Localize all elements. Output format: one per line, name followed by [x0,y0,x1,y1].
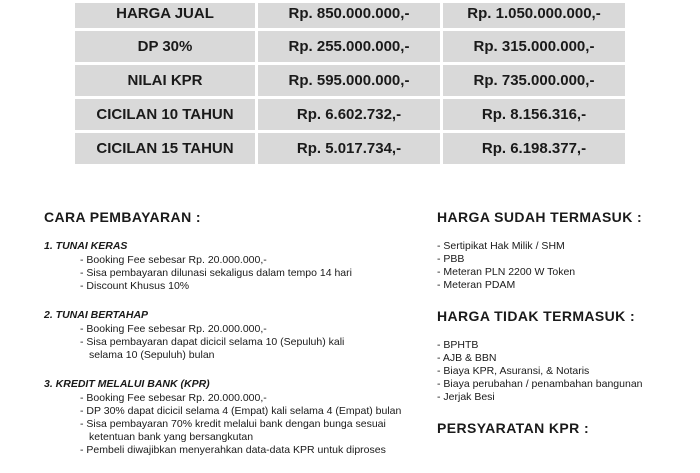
payment-item [80,444,424,457]
excluded-item: - Biaya perubahan / penambahan bangunan [437,378,643,390]
price-type-b: Rp. 6.198.377,- [443,133,625,164]
requirements-group [437,422,687,435]
price-row [75,65,625,96]
price-row [75,133,625,164]
price-row [75,3,625,28]
payment-item-line: - Discount Khusus 10% [80,280,190,292]
payment-item [80,280,424,293]
payment-item-continuation: ketentuan bank yang bersangkutan [89,431,254,443]
excluded-item: - Biaya KPR, Asuransi, & Notaris [437,365,590,377]
payment-item [80,418,424,444]
payment-item [80,323,424,336]
payment-item-line: - Sisa pembayaran dilunasi sekaligus dalam tempo 14 hari [80,267,352,279]
price-type-b: Rp. 1.050.000.000,- [443,3,625,28]
price-type-a: Rp. 6.602.732,- [258,99,440,130]
price-type-a: Rp. 595.000.000,- [258,65,440,96]
price-type-a: Rp. 5.017.734,- [258,133,440,164]
price-label: HARGA JUAL [75,3,255,28]
price-type-b: Rp. 735.000.000,- [443,65,625,96]
excluded-item: - AJB & BBN [437,352,497,364]
payment-item-line: - Booking Fee sebesar Rp. 20.000.000,- [80,323,267,335]
price-row [75,31,625,62]
price-label: CICILAN 10 TAHUN [75,99,255,130]
payment-section-title: 1. TUNAI KERAS [44,240,128,252]
included-heading: HARGA SUDAH TERMASUK : [437,209,643,225]
included-item: - Meteran PDAM [437,279,516,291]
price-label: DP 30% [75,31,255,62]
payment-section [44,240,424,293]
payment-item [80,267,424,280]
payment-item-line: - Sisa pembayaran 70% kredit melalui bank dengan bunga sesuai [80,418,386,430]
excluded-heading: HARGA TIDAK TERMASUK : [437,308,636,324]
included-item: - PBB [437,253,465,265]
payment-section-title: 2. TUNAI BERTAHAP [44,309,149,321]
payment-item-continuation: selama 10 (Sepuluh) bulan [89,349,215,361]
price-type-a: Rp. 850.000.000,- [258,3,440,28]
price-row [75,99,625,130]
payment-heading: CARA PEMBAYARAN : [44,209,201,225]
excluded-item: - BPHTB [437,339,479,351]
payment-methods [44,211,424,473]
included-item: - Sertipikat Hak Milik / SHM [437,240,565,252]
price-type-b: Rp. 315.000.000,- [443,31,625,62]
included-item: - Meteran PLN 2200 W Token [437,266,576,278]
payment-item [80,392,424,405]
payment-item-line: - Booking Fee sebesar Rp. 20.000.000,- [80,254,267,266]
price-notes [437,211,687,453]
included-group [437,211,687,292]
price-table [72,0,628,167]
payment-item-line: - Pembeli diwajibkan menyerahkan data-data KPR untuk diproses [80,444,386,456]
payment-item-line: - Booking Fee sebesar Rp. 20.000.000,- [80,392,267,404]
price-label: NILAI KPR [75,65,255,96]
payment-item [80,405,424,418]
price-type-a: Rp. 255.000.000,- [258,31,440,62]
payment-item-line: - DP 30% dapat dicicil selama 4 (Empat) kali selama 4 (Empat) bulan [80,405,402,417]
payment-item [80,254,424,267]
price-type-b: Rp. 8.156.316,- [443,99,625,130]
payment-item-line: - Sisa pembayaran dapat dicicil selama 10 (Sepuluh) kali [80,336,345,348]
price-label: CICILAN 15 TAHUN [75,133,255,164]
payment-section [44,309,424,362]
payment-section-title: 3. KREDIT MELALUI BANK (KPR) [44,378,210,390]
payment-item [80,336,424,362]
excluded-group [437,310,687,404]
requirements-heading: PERSYARATAN KPR : [437,420,590,436]
payment-section [44,378,424,457]
excluded-item: - Jerjak Besi [437,391,495,403]
